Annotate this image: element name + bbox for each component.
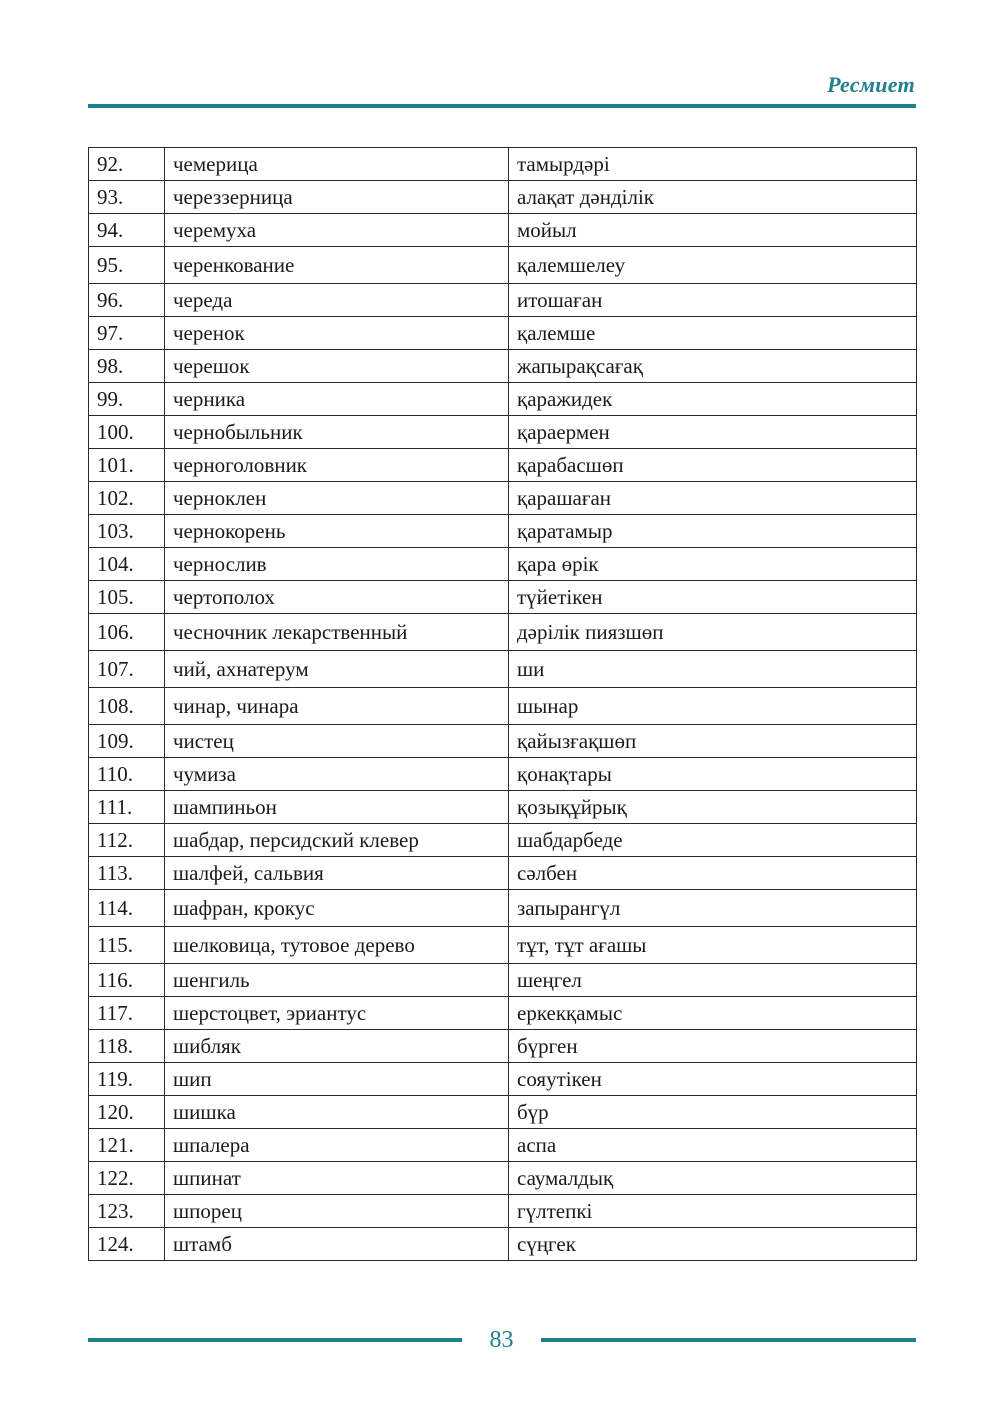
running-header-title: Ресмиет [827,72,915,97]
table-row [89,284,917,317]
row-number-cell: 120. [89,1096,165,1129]
russian-term-cell: черемуха [165,214,509,247]
glossary-table [88,147,917,1261]
row-number-cell: 107. [89,651,165,688]
kazakh-term-cell: қайызғақшөп [509,725,917,758]
footer-rule-right [541,1338,916,1342]
table-row [89,181,917,214]
row-number-cell: 92. [89,148,165,181]
russian-term-cell: чертополох [165,581,509,614]
kazakh-term-cell: қонақтары [509,758,917,791]
table-row [89,416,917,449]
russian-term-cell: черника [165,383,509,416]
kazakh-term-cell: қарашаған [509,482,917,515]
table-row [89,1063,917,1096]
table-row [89,1129,917,1162]
row-number-cell: 113. [89,857,165,890]
kazakh-term-cell: бүр [509,1096,917,1129]
table-row [89,725,917,758]
row-number-cell: 109. [89,725,165,758]
kazakh-term-cell: түйетікен [509,581,917,614]
table-row [89,247,917,284]
row-number-cell: 100. [89,416,165,449]
row-number-cell: 119. [89,1063,165,1096]
row-number-cell: 102. [89,482,165,515]
russian-term-cell: шпалера [165,1129,509,1162]
table-row [89,997,917,1030]
russian-term-cell: черешок [165,350,509,383]
table-row [89,758,917,791]
russian-term-cell: чемерица [165,148,509,181]
russian-term-cell: шалфей, сальвия [165,857,509,890]
kazakh-term-cell: қалемшелеу [509,247,917,284]
kazakh-term-cell: сәлбен [509,857,917,890]
kazakh-term-cell: бүрген [509,1030,917,1063]
row-number-cell: 95. [89,247,165,284]
table-row [89,964,917,997]
table-row [89,614,917,651]
table-row [89,1030,917,1063]
table-row [89,350,917,383]
russian-term-cell: шпорец [165,1195,509,1228]
russian-term-cell: шабдар, персидский клевер [165,824,509,857]
russian-term-cell: черенкование [165,247,509,284]
table-row [89,1096,917,1129]
kazakh-term-cell: саумалдық [509,1162,917,1195]
russian-term-cell: чистец [165,725,509,758]
kazakh-term-cell: қараермен [509,416,917,449]
table-row [89,857,917,890]
row-number-cell: 115. [89,927,165,964]
row-number-cell: 103. [89,515,165,548]
table-row [89,148,917,181]
table-row [89,651,917,688]
row-number-cell: 121. [89,1129,165,1162]
russian-term-cell: чернослив [165,548,509,581]
row-number-cell: 111. [89,791,165,824]
table-row [89,890,917,927]
table-row [89,317,917,350]
row-number-cell: 117. [89,997,165,1030]
table-row [89,515,917,548]
table-row [89,548,917,581]
table-row [89,1195,917,1228]
kazakh-term-cell: қозықұйрық [509,791,917,824]
kazakh-term-cell: шабдарбеде [509,824,917,857]
russian-term-cell: чернокорень [165,515,509,548]
russian-term-cell: шенгиль [165,964,509,997]
russian-term-cell: шампиньон [165,791,509,824]
russian-term-cell: шерстоцвет, эриантус [165,997,509,1030]
russian-term-cell: шелковица, тутовое дерево [165,927,509,964]
row-number-cell: 106. [89,614,165,651]
page-number: 83 [489,1327,514,1353]
row-number-cell: 97. [89,317,165,350]
kazakh-term-cell: запырангүл [509,890,917,927]
kazakh-term-cell: шынар [509,688,917,725]
row-number-cell: 116. [89,964,165,997]
row-number-cell: 99. [89,383,165,416]
russian-term-cell: чернобыльник [165,416,509,449]
row-number-cell: 101. [89,449,165,482]
russian-term-cell: череззерница [165,181,509,214]
row-number-cell: 122. [89,1162,165,1195]
table-row [89,791,917,824]
kazakh-term-cell: қарабасшөп [509,449,917,482]
row-number-cell: 108. [89,688,165,725]
row-number-cell: 93. [89,181,165,214]
russian-term-cell: шип [165,1063,509,1096]
kazakh-term-cell: тұт, тұт ағашы [509,927,917,964]
table-row [89,581,917,614]
header-rule [88,104,916,108]
kazakh-term-cell: тамырдәрі [509,148,917,181]
russian-term-cell: чинар, чинара [165,688,509,725]
kazakh-term-cell: еркекқамыс [509,997,917,1030]
table-row [89,927,917,964]
russian-term-cell: шафран, крокус [165,890,509,927]
row-number-cell: 105. [89,581,165,614]
table-row [89,688,917,725]
row-number-cell: 123. [89,1195,165,1228]
row-number-cell: 94. [89,214,165,247]
russian-term-cell: черноголовник [165,449,509,482]
glossary-table-body [89,148,917,1261]
row-number-cell: 96. [89,284,165,317]
row-number-cell: 118. [89,1030,165,1063]
table-row [89,482,917,515]
russian-term-cell: черенок [165,317,509,350]
kazakh-term-cell: қалемше [509,317,917,350]
table-row [89,383,917,416]
kazakh-term-cell: қара өрік [509,548,917,581]
russian-term-cell: чесночник лекарственный [165,614,509,651]
russian-term-cell: шишка [165,1096,509,1129]
kazakh-term-cell: қаратамыр [509,515,917,548]
table-row [89,824,917,857]
kazakh-term-cell: шеңгел [509,964,917,997]
table-row [89,214,917,247]
kazakh-term-cell: дәрілік пиязшөп [509,614,917,651]
kazakh-term-cell: қаражидек [509,383,917,416]
kazakh-term-cell: итошаған [509,284,917,317]
russian-term-cell: шибляк [165,1030,509,1063]
kazakh-term-cell: сүңгек [509,1228,917,1261]
table-row [89,1228,917,1261]
kazakh-term-cell: аспа [509,1129,917,1162]
row-number-cell: 112. [89,824,165,857]
russian-term-cell: череда [165,284,509,317]
kazakh-term-cell: алақат дәнділік [509,181,917,214]
russian-term-cell: чий, ахнатерум [165,651,509,688]
russian-term-cell: штамб [165,1228,509,1261]
row-number-cell: 98. [89,350,165,383]
row-number-cell: 104. [89,548,165,581]
kazakh-term-cell: сояутікен [509,1063,917,1096]
russian-term-cell: шпинат [165,1162,509,1195]
table-row [89,1162,917,1195]
row-number-cell: 124. [89,1228,165,1261]
kazakh-term-cell: гүлтепкі [509,1195,917,1228]
russian-term-cell: чумиза [165,758,509,791]
russian-term-cell: черноклен [165,482,509,515]
kazakh-term-cell: жапырақсағақ [509,350,917,383]
kazakh-term-cell: мойыл [509,214,917,247]
row-number-cell: 110. [89,758,165,791]
kazakh-term-cell: ши [509,651,917,688]
table-row [89,449,917,482]
row-number-cell: 114. [89,890,165,927]
footer-rule-left [88,1338,462,1342]
